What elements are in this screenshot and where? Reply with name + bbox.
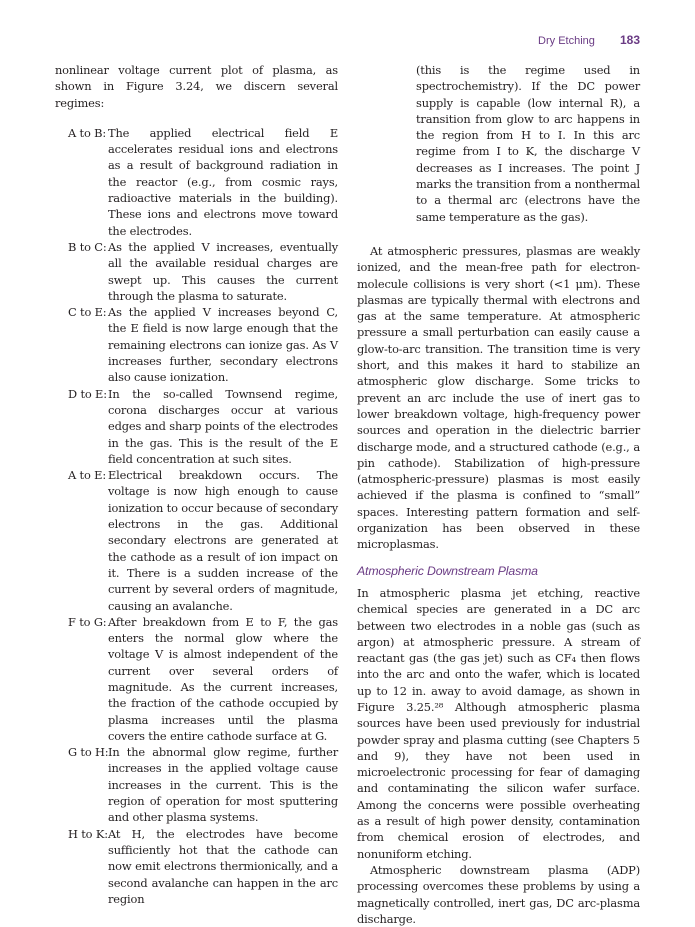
regime-text: The applied electrical field E accelerates residual ions and electrons as a result of background radiation in the reactor (e.g., from cosmic rays, radioactive materials in the building). These ions and electrons move toward the electrodes.	[108, 125, 338, 238]
section-heading: Atmospheric Downstream Plasma	[357, 563, 538, 578]
regime-text: After breakdown from E to F, the gas enters the normal glow where the voltage V is almost independent of the current over several orders of magnitude. As the current increases, the fraction of the cathode occupied by plasma increases until the plasma covers the entire cathode surface at G.	[108, 614, 338, 743]
regime-label: A to B:	[68, 125, 107, 140]
section-title: Dry Etching	[538, 35, 595, 47]
regime-item	[55, 125, 338, 239]
running-header	[538, 33, 640, 47]
regime-continuation: (this is the regime used in spectrochemistry). If the DC power supply is capable (low internal R), a transition from glow to arc happens in the region from H to I. In this arc regime from I to K, the discharge V decreases as I increases. The point J marks the transition from a nonthermal to a thermal arc (electrons have the same temperature as the gas).	[416, 63, 640, 224]
regime-text: At H, the electrodes have become sufficiently hot that the cathode can now emit electrons thermionically, and a second avalanche can happen in the arc region	[108, 826, 338, 906]
regime-label: F to G:	[68, 614, 107, 629]
intro-paragraph: nonlinear voltage current plot of plasma, as shown in Figure 3.24, we discern several regimes:	[55, 63, 338, 110]
regime-text: Electrical breakdown occurs. The voltage is now high enough to cause ionization to occur because of secondary electrons in the gas. Additional secondary electrons are generated at the cathode as a result of ion impact on it. There is a sudden increase of the current by several orders of magnitude, causing an avalanche.	[108, 468, 338, 613]
regime-item	[55, 614, 338, 744]
regime-item	[55, 386, 338, 467]
regime-label: H to K:	[68, 826, 108, 841]
plasma-jet-paragraph: In atmospheric plasma jet etching, reactive chemical species are generated in a DC arc between two electrodes in a noble gas (such as argon) at atmospheric pressure. A stream of reactant gas (the gas jet) such as CF₄ then flows into the arc and onto the wafer, which is located up to 12 in. away to avoid damage, as shown in Figure 3.25.²⁸ Although atmospheric plasma sources have been used previously for industrial powder spray and plasma cutting (see Chapters 5 and 9), they have not been used in microelectronic processing for fear of damaging and contaminating the silicon wafer surface. Among the concerns were possible overheating as a result of high power density, contamination from chemical erosion of electrodes, and nonuniform etching.	[357, 585, 640, 861]
regime-label: C to E:	[68, 305, 107, 320]
regime-item	[55, 826, 338, 907]
adp-paragraph: Atmospheric downstream plasma (ADP) processing overcomes these problems by using a magnetically controlled, inert gas, DC arc-plasma discharge.	[357, 862, 640, 926]
page-number: 183	[619, 33, 640, 47]
regime-text: As the applied V increases, eventually all the available residual charges are swept up. This causes the current through the plasma to saturate.	[108, 239, 338, 303]
regime-label: A to E:	[68, 468, 107, 483]
left-column	[55, 62, 338, 907]
atmospheric-pressure-paragraph: At atmospheric pressures, plasmas are weakly ionized, and the mean-free path for electron-molecule collisions is very short (<1 μm). These plasmas are typically thermal with electrons and gas at the same temperature. At atmospheric pressure a small perturbation can easily cause a glow-to-arc transition. The transition time is very short, and this makes it hard to stabilize an atmospheric glow discharge. Some tricks to prevent an arc include the use of inert gas to lower breakdown voltage, high-frequency power sources and operation in the dielectric barrier discharge mode, and a structured cathode (e.g., a pin cathode). Stabilization of high-pressure (atmospheric-pressure) plasmas is most easily achieved if the plasma is confined to “small” spaces. Interesting pattern formation and self-organization has been observed in these microplasmas.	[357, 243, 640, 552]
regime-label: D to E:	[68, 386, 107, 401]
regime-text: As the applied V increases beyond C, the E field is now large enough that the remaining electrons can ionize gas. As V increases further, secondary electrons also cause ionization.	[108, 305, 338, 385]
regime-list	[55, 125, 338, 907]
regime-item	[55, 467, 338, 614]
regime-text: In the abnormal glow regime, further increases in the applied voltage cause increases in the current. This is the region of operation for most sputtering and other plasma systems.	[108, 745, 338, 825]
regime-item	[55, 239, 338, 304]
regime-text: In the so-called Townsend regime, corona discharges occur at various edges and sharp points of the electrodes in the gas. This is the result of the E field concentration at such sites.	[108, 386, 338, 466]
regime-item	[55, 744, 338, 825]
regime-item	[55, 304, 338, 385]
right-column	[357, 62, 640, 927]
regime-label: G to H:	[68, 745, 109, 760]
regime-label: B to C:	[68, 239, 107, 254]
